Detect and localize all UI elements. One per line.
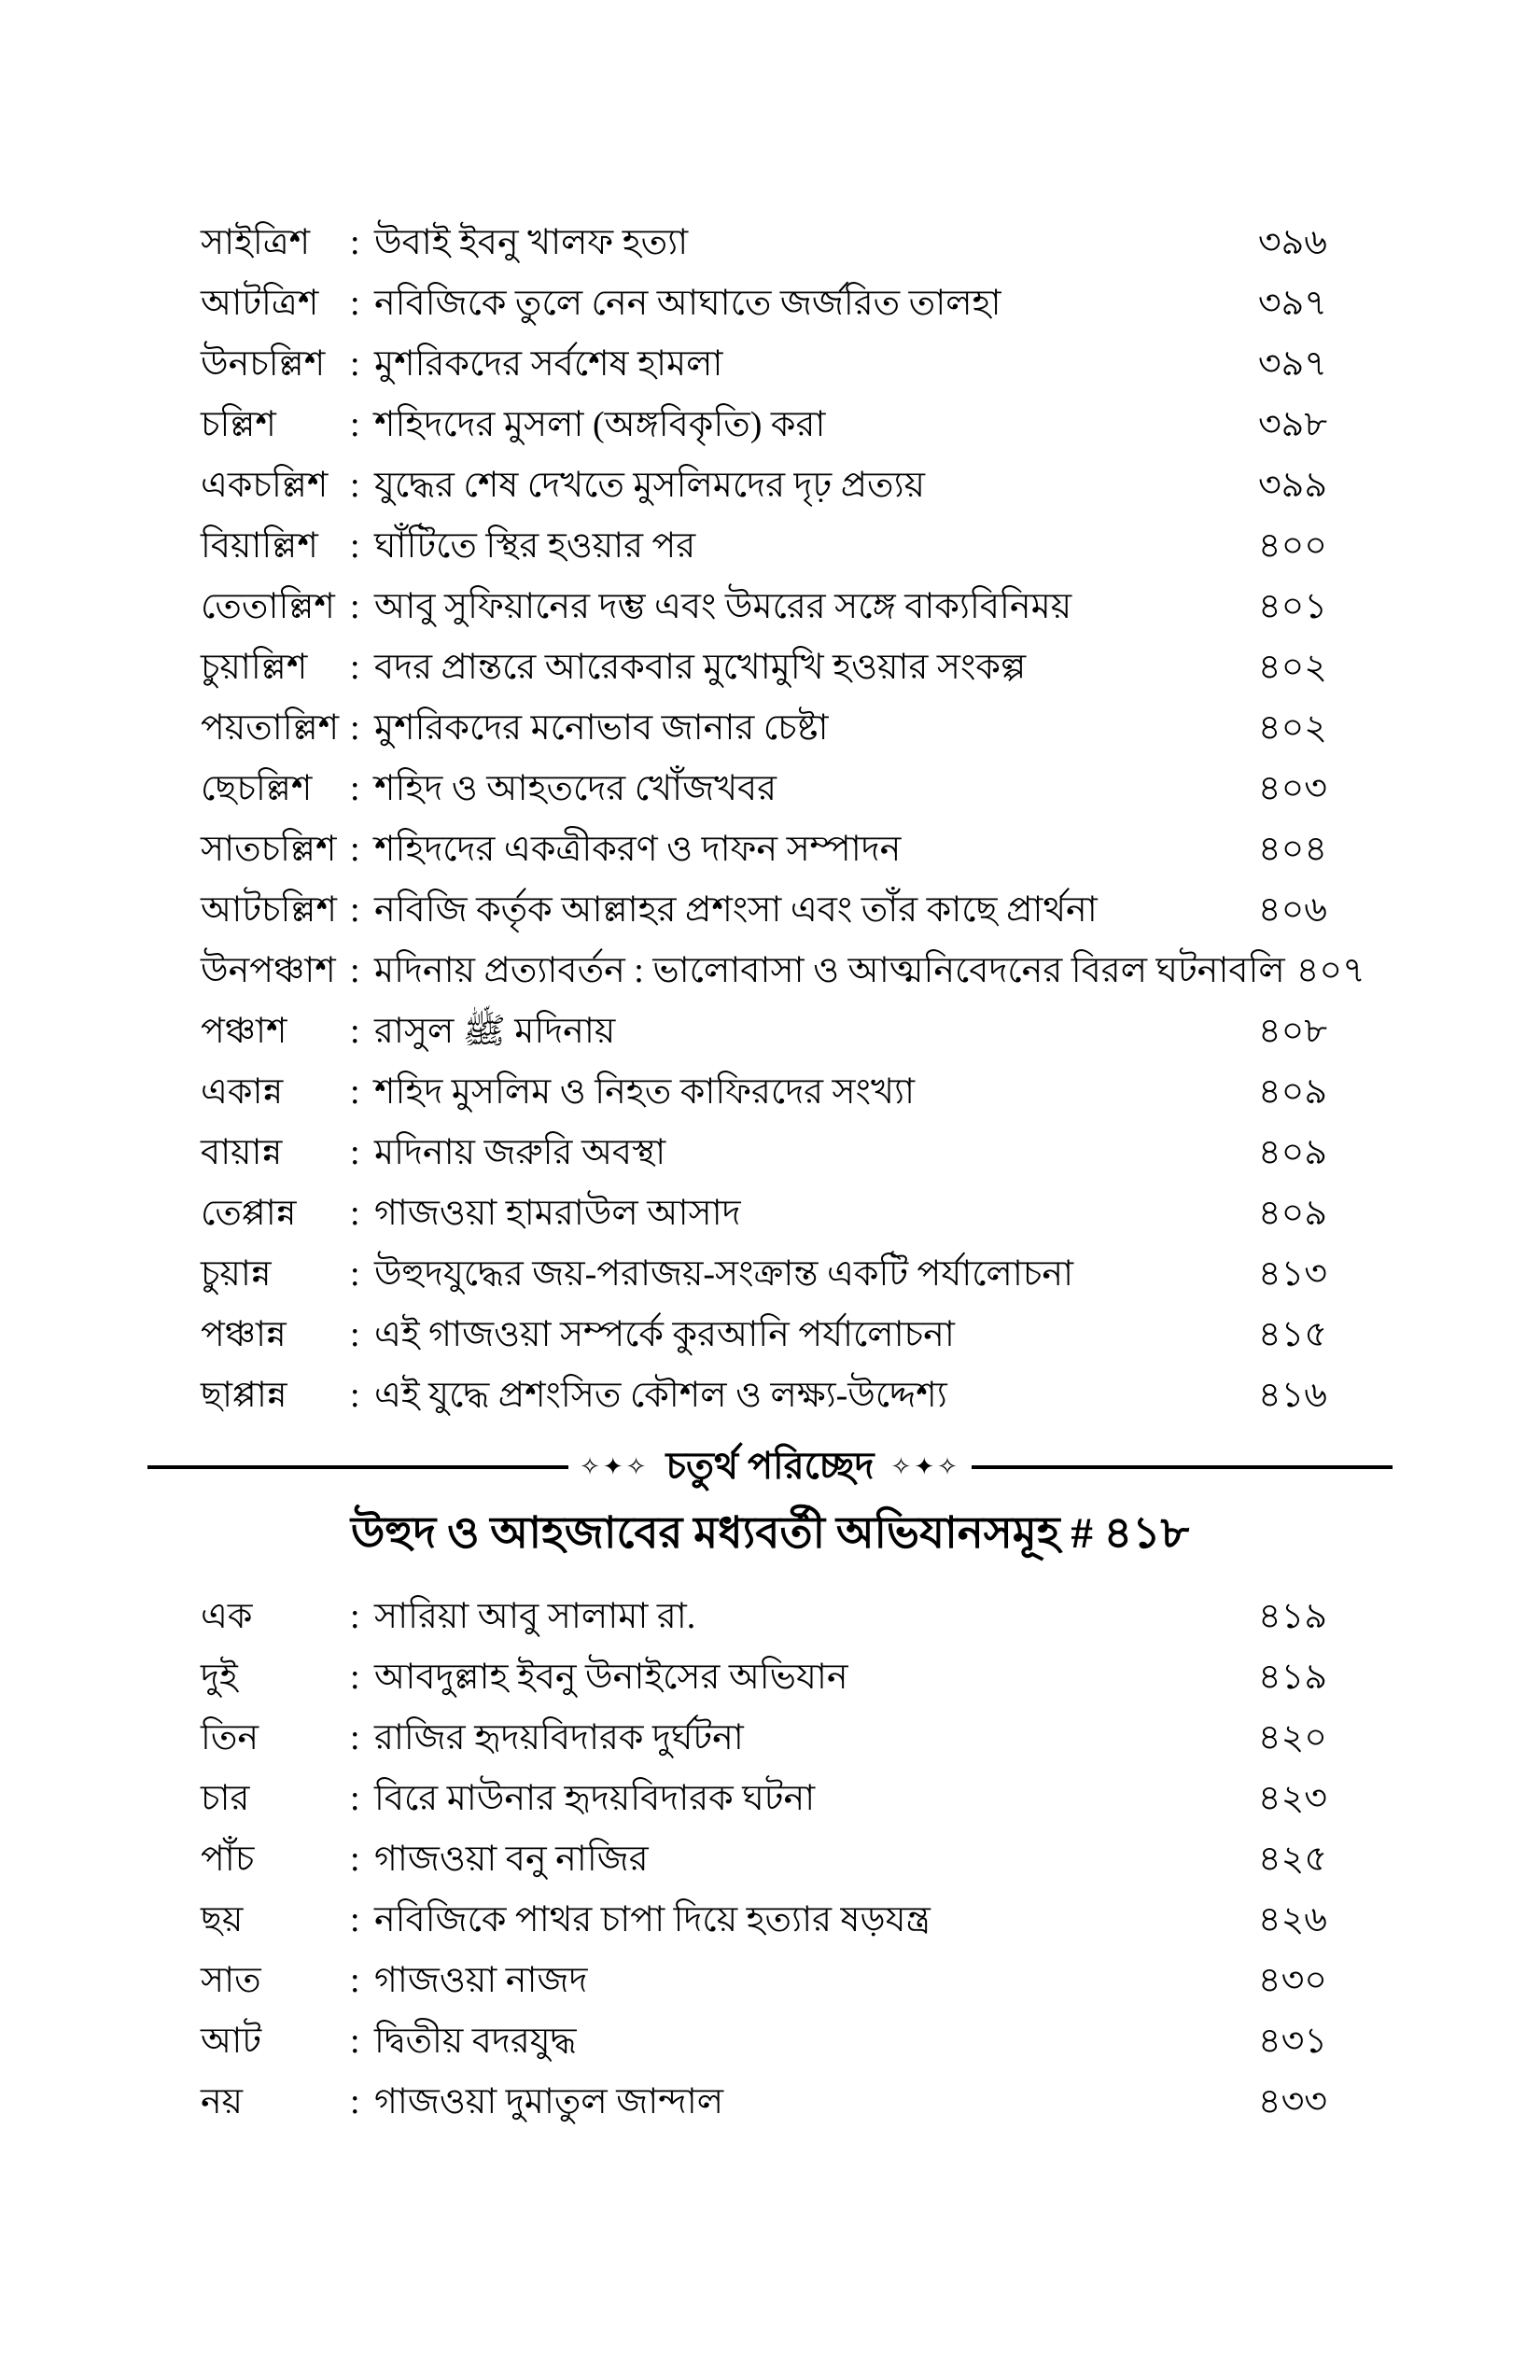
chapter-number-label: পঞ্চাশ [201,1012,287,1051]
toc-row [201,1951,1327,2011]
chapter-title: নবিজিকে তুলে নেন আঘাতে জর্জরিত তালহা [374,284,1001,323]
divider-rule-left [147,1465,568,1469]
colon-separator: : [350,648,360,687]
page-number: ৪২৫ [1257,1840,1327,1879]
toc-row [201,516,1327,577]
chapter-number-label: উনচল্লিশ [201,344,326,384]
colon-separator: : [350,1900,360,1939]
page-number: ৪০৩ [1257,769,1327,808]
page-number: ৪৩৩ [1257,2082,1327,2121]
page-number: ৩৯৯ [1257,466,1327,505]
toc-row [201,1001,1327,1062]
chapter-title: যুদ্ধের শেষ দেখতে মুসলিমদের দৃঢ় প্রত্যয় [374,466,925,505]
colon-separator: : [350,1658,360,1697]
chapter-title: শহিদ মুসলিম ও নিহত কাফিরদের সংখ্যা [374,1072,916,1112]
page-number: ৪১৯ [1258,1658,1327,1697]
colon-separator: : [350,405,360,444]
chapter-title: গাজওয়া হামরাউল আসাদ [374,1194,741,1233]
diamond-ornament-right-icon: ✧✦✧ [890,1453,960,1480]
page-number: ৪০৬ [1257,890,1327,930]
page-number: ৪৩০ [1257,1961,1327,2000]
chapter-title: গাজওয়া নাজদ [374,1961,588,2000]
chapter-title: উহুদযুদ্ধের জয়-পরাজয়-সংক্রান্ত একটি পর্যালোচনা [374,1254,1074,1294]
chapter-title: নবিজি কর্তৃক আল্লাহর প্রশংসা এবং তাঁর কাছে প্রার্থনা [374,890,1098,930]
chapter-number-label: চুয়াল্লিশ [201,648,308,687]
toc-row [201,759,1327,819]
toc-row [201,1769,1327,1829]
toc-row [201,1244,1327,1305]
divider-rule-right [972,1465,1393,1469]
page-number: ৪২৬ [1257,1900,1327,1939]
page-number: ৪০৮ [1257,1012,1327,1051]
toc-row [201,1708,1327,1769]
chapter-number-label: সাতচল্লিশ [201,830,337,869]
chapter-title: দ্বিতীয় বদরযুদ্ধ [374,2022,577,2061]
chapter-title: মুশরিকদের মনোভাব জানার চেষ্টা [374,708,829,748]
chapter-title: বদর প্রান্তরে আরেকবার মুখোমুখি হওয়ার সংকল্প [374,648,1027,687]
colon-separator: : [350,769,360,808]
chapter-number-label: পাঁচ [201,1840,255,1879]
colon-separator: : [350,1133,360,1172]
chapter-number-label: তিন [201,1718,259,1757]
toc-row [201,395,1327,455]
colon-separator: : [350,1961,360,2000]
chapter-title: ঘাঁটিতে স্থির হওয়ার পর [374,526,696,566]
colon-separator: : [350,284,360,323]
toc-row [201,334,1327,395]
chapter-number-label: আটত্রিশ [201,284,319,323]
chapter-number-label: চুয়ান্ন [201,1254,272,1294]
diamond-ornament-left-icon: ✧✦✧ [580,1453,650,1480]
chapter-number-label: আটচল্লিশ [201,890,337,930]
chapter-number-label: সাত [201,1961,261,2000]
chapter-title: শহিদ ও আহতদের খোঁজখবর [374,769,777,808]
toc-row [201,1183,1327,1244]
chapter-title: গাজওয়া বনু নাজির [374,1840,649,1879]
chapter-title: সারিয়া আবু সালামা রা. [374,1597,696,1636]
toc-row [201,213,1327,273]
toc-row [201,273,1327,334]
toc-list-part2 [201,1587,1327,2133]
chapter-number-label: একান্ন [201,1072,284,1112]
colon-separator: : [350,2022,360,2061]
chapter-title: শহিদদের একত্রীকরণ ও দাফন সম্পাদন [374,830,902,869]
toc-row [201,637,1327,698]
colon-separator: : [350,1779,360,1818]
page-number: ৪১৯ [1258,1597,1327,1636]
page-number: ৪০৯ [1257,1194,1327,1233]
page-number: ৪১৬ [1257,1376,1327,1415]
toc-row [201,1587,1327,1647]
toc-row [201,2072,1327,2133]
colon-separator: : [350,2082,360,2121]
colon-separator: : [350,951,360,990]
toc-list-part1 [201,213,1365,1426]
colon-separator: : [350,466,360,505]
chapter-title: এই গাজওয়া সম্পর্কে কুরআনি পর্যালোচনা [374,1315,955,1354]
page-number: ৩৯৭ [1257,344,1327,384]
colon-separator: : [350,1012,360,1051]
toc-row [201,1647,1327,1708]
chapter-title: উবাই ইবনু খালফ হত্যা [374,223,689,262]
toc-row [201,577,1327,637]
chapter-number-label: ছেচল্লিশ [201,769,313,808]
chapter-title: বিরে মাউনার হৃদয়বিদারক ঘটনা [374,1779,816,1818]
chapter-number-label: বায়ান্ন [201,1133,283,1172]
page-number: ৪০২ [1257,708,1327,748]
colon-separator: : [350,587,360,626]
chapter-title: রাজির হৃদয়বিদারক দুর্ঘটনা [374,1718,744,1757]
page-number: ৩৯৭ [1257,284,1327,323]
chapter-title: আবু সুফিয়ানের দম্ভ এবং উমরের সঙ্গে বাক্যবিনিময় [374,587,1072,626]
chapter-title: গাজওয়া দুমাতুল জান্দাল [374,2082,724,2121]
page-number: ৪০১ [1257,587,1327,626]
chapter-title: আবদুল্লাহ ইবনু উনাইসের অভিযান [374,1658,848,1697]
page-number: ৪০৭ [1295,951,1365,990]
page-number: ৪০৪ [1257,830,1327,869]
chapter-title: মুশরিকদের সর্বশেষ হামলা [374,344,723,384]
toc-row [201,1062,1327,1123]
chapter-number-label: ছাপ্পান্ন [201,1376,287,1415]
colon-separator: : [350,1840,360,1879]
toc-row [201,1365,1327,1426]
chapter-title: শহিদদের মুসলা (অঙ্গবিকৃতি) করা [374,405,826,444]
chapter-number-label: চার [201,1779,250,1818]
chapter-number-label: উনপঞ্চাশ [201,951,336,990]
colon-separator: : [350,708,360,748]
colon-separator: : [350,1254,360,1294]
chapter-title: রাসুল ﷺ মদিনায় [374,1012,616,1051]
chapter-number-label: নয় [201,2082,244,2121]
colon-separator: : [350,1376,360,1415]
chapter-number-label: তেতাল্লিশ [201,587,335,626]
page-number: ৪০০ [1257,526,1327,566]
toc-row [201,941,1365,1001]
chapter-divider [147,1437,1393,1497]
toc-row [201,819,1327,880]
toc-row [201,1123,1327,1183]
chapter-title: মদিনায় জরুরি অবস্থা [374,1133,666,1172]
colon-separator: : [350,526,360,566]
colon-separator: : [350,223,360,262]
page-number: ৪০৯ [1257,1133,1327,1172]
chapter-divider-title: চতুর্থ পরিচ্ছেদ [665,1444,875,1487]
colon-separator: : [350,1072,360,1112]
toc-row [201,880,1327,941]
chapter-number-label: তেপ্পান্ন [201,1194,297,1233]
chapter-title: এই যুদ্ধে প্রশংসিত কৌশল ও লক্ষ্য-উদ্দেশ্য [374,1376,947,1415]
chapter-number-label: পয়তাল্লিশ [201,708,340,748]
toc-row [201,2011,1327,2072]
chapter-title: মদিনায় প্রত্যাবর্তন : ভালোবাসা ও আত্মনিবেদনের বিরল ঘটনাবলি [374,951,1285,990]
chapter-number-label: বিয়াল্লিশ [201,526,318,566]
toc-row [201,455,1327,516]
page-number: ৪৩১ [1257,2022,1327,2061]
chapter-number-label: এক [201,1597,253,1636]
colon-separator: : [350,344,360,384]
toc-row [201,1305,1327,1365]
section-heading: উহুদ ও আহজাবের মধ্যবর্তী অভিযানসমূহ # ৪১৮ [350,1509,1190,1558]
chapter-number-label: পঞ্চান্ন [201,1315,287,1354]
colon-separator: : [350,830,360,869]
page-number: ৩৯৮ [1257,405,1327,444]
page-number: ৪১৫ [1258,1315,1327,1354]
colon-separator: : [350,890,360,930]
chapter-number-label: দুই [201,1658,238,1697]
chapter-title: নবিজিকে পাথর চাপা দিয়ে হত্যার ষড়যন্ত্র [374,1900,931,1939]
chapter-number-label: চল্লিশ [201,405,276,444]
colon-separator: : [350,1597,360,1636]
page-number: ৪০২ [1257,648,1327,687]
chapter-number-label: সাইত্রিশ [201,223,311,262]
colon-separator: : [350,1194,360,1233]
colon-separator: : [350,1315,360,1354]
colon-separator: : [350,1718,360,1757]
page-number: ৩৯৬ [1257,223,1327,262]
chapter-number-label: একচল্লিশ [201,466,329,505]
toc-row [201,698,1327,759]
page-number: ৪০৯ [1257,1072,1327,1112]
toc-row [201,1890,1327,1951]
page-number: ৪১৩ [1257,1254,1327,1294]
chapter-number-label: ছয় [201,1900,244,1939]
page-number: ৪২৩ [1257,1779,1327,1818]
chapter-number-label: আট [201,2022,262,2061]
toc-row [201,1829,1327,1890]
page-number: ৪২০ [1257,1718,1327,1757]
